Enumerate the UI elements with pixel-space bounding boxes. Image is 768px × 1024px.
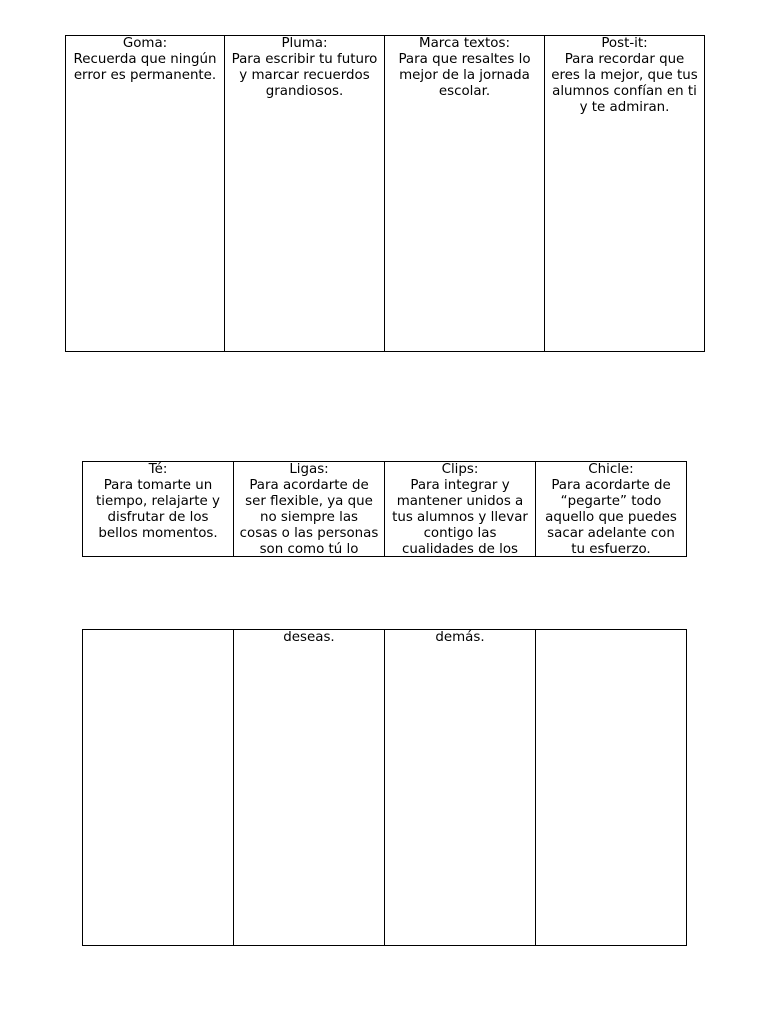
cell-clips xyxy=(385,462,536,556)
cell-marca-textos xyxy=(385,36,545,351)
middle-table xyxy=(82,461,687,557)
cell-ligas-continued xyxy=(234,630,385,945)
cell-title: Marca textos: xyxy=(419,36,510,51)
cell-text: Para que resaltes lo mejor de la jornada escolar. xyxy=(398,52,531,99)
cell-ligas xyxy=(234,462,385,556)
cell-title: Té: xyxy=(148,462,168,477)
cell-text: Para escribir tu futuro y marcar recuerdos grandiosos. xyxy=(231,52,378,99)
cell-title: Ligas: xyxy=(289,462,329,477)
cell-post-it xyxy=(545,36,704,351)
bottom-table xyxy=(82,629,687,946)
cell-goma xyxy=(66,36,225,351)
cell-title: Pluma: xyxy=(281,36,328,51)
cell-text: Para tomarte un tiempo, relajarte y disfrutar de los bellos momentos. xyxy=(96,478,220,541)
cell-empty-4 xyxy=(536,630,686,945)
cell-text: Para recordar que eres la mejor, que tus alumnos confían en ti y te admiran. xyxy=(551,52,698,115)
cell-clips-continued xyxy=(385,630,536,945)
cell-text: Recuerda que ningún error es permanente. xyxy=(73,52,217,83)
cell-pluma xyxy=(225,36,385,351)
cell-te xyxy=(83,462,234,556)
cell-text: Para acordarte de “pegarte” todo aquello que puedes sacar adelante con tu esfuerzo. xyxy=(545,478,677,556)
top-table xyxy=(65,35,705,352)
cell-chicle xyxy=(536,462,686,556)
cell-empty-1 xyxy=(83,630,234,945)
cell-title: Clips: xyxy=(441,462,479,477)
cell-text: Para integrar y mantener unidos a tus alumnos y llevar contigo las cualidades de los xyxy=(392,478,528,556)
cell-title: Post-it: xyxy=(601,36,648,51)
cell-title: Chicle: xyxy=(588,462,634,477)
cell-text: deseas. xyxy=(283,630,335,645)
cell-title: Goma: xyxy=(122,36,168,51)
cell-text: Para acordarte de ser flexible, ya que no siempre las cosas o las personas son como tú lo xyxy=(239,478,379,556)
cell-text: demás. xyxy=(435,630,485,645)
